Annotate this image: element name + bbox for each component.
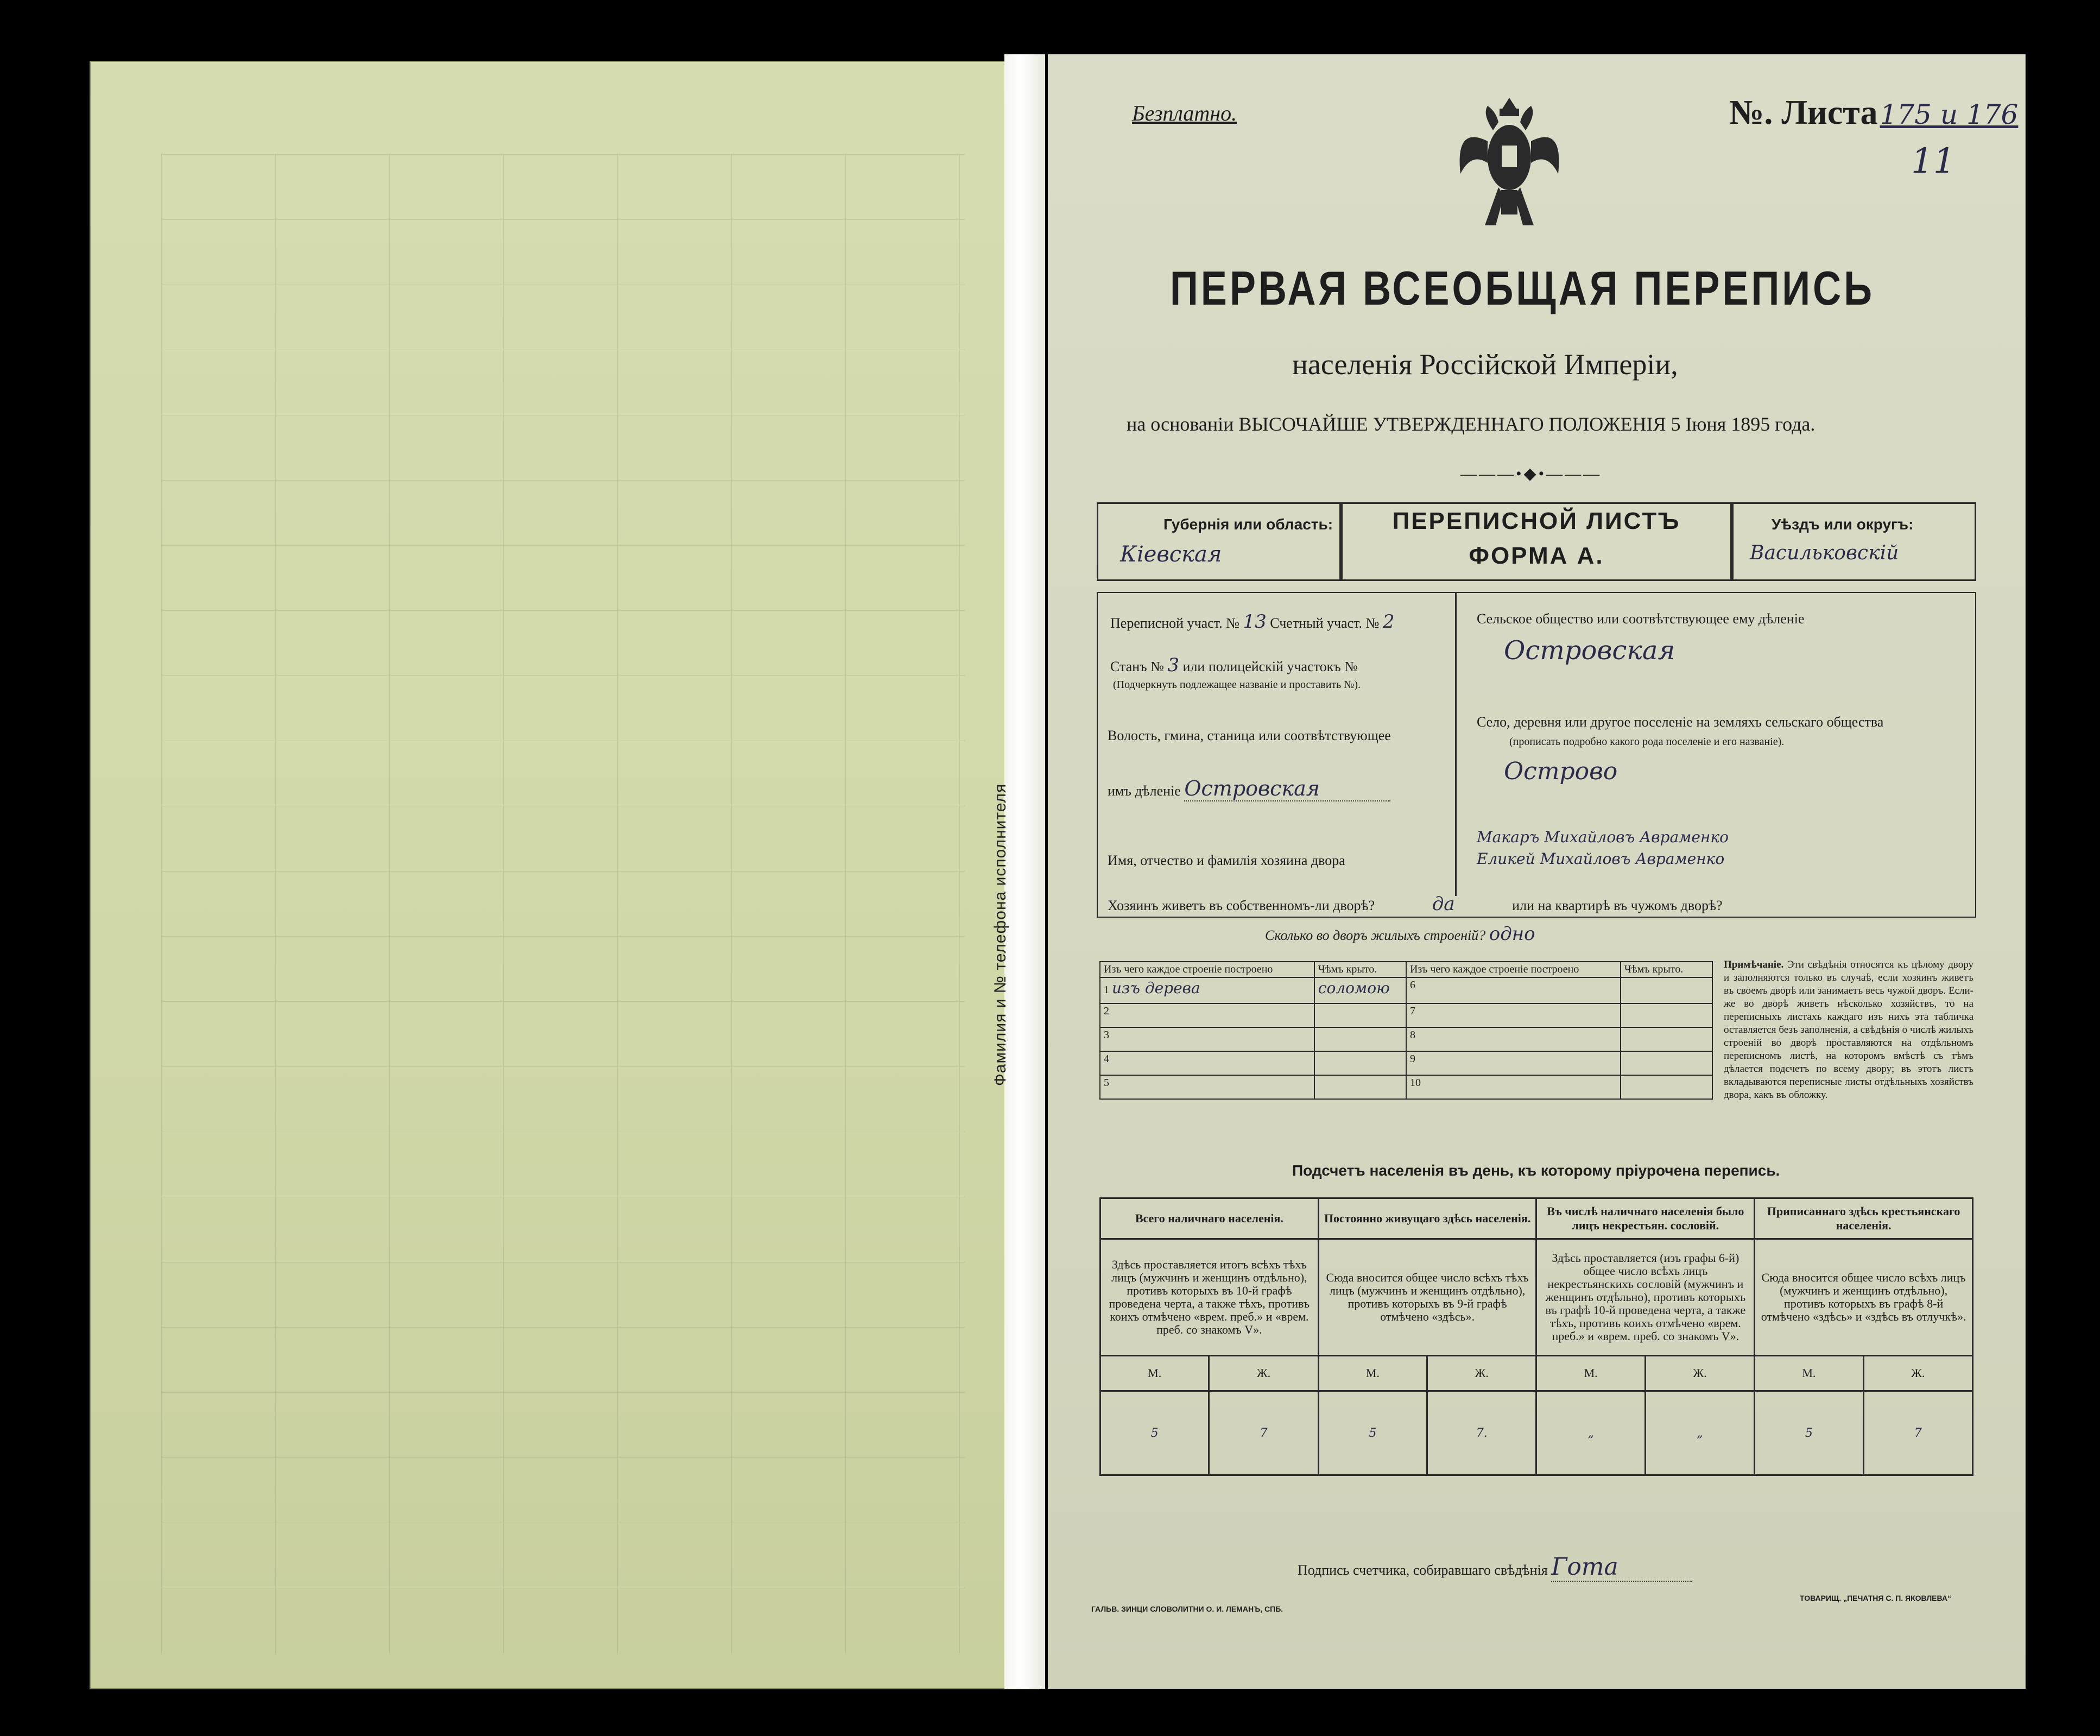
province-box [1097,502,1341,581]
nonpeasant-male: „ [1536,1391,1645,1475]
signature-field [1298,1553,1692,1582]
buildings-table [1099,961,1713,1100]
female-label: Ж. [1209,1356,1318,1391]
col-nonpeasant-title: Въ числѣ наличнаго населенія было лицъ некрестьян. сословій. [1536,1198,1755,1239]
signature-value: Гота [1551,1553,1692,1582]
volost-field [1108,777,1390,801]
form-type-line2: ФОРМА А. [1469,542,1604,569]
row-number: 3 [1104,1029,1109,1041]
female-label: Ж. [1427,1356,1536,1391]
owner-label: Имя, отчество и фамилія хозяина двора [1108,853,1345,868]
col-permanent-title: Постоянно живущаго здѣсь населенія. [1318,1198,1536,1239]
stan-label: Станъ № [1110,659,1164,674]
society-label: Сельское общество или соотвѣтствующее ему дѣленіе [1477,611,1805,627]
signature-label: Подпись счетчика, собиравшаго свѣдѣнія [1298,1562,1548,1578]
village-label: Село, деревня или другое поселеніе на земляхъ сельскаго общества [1477,714,1884,730]
nonpeasant-female: „ [1645,1391,1754,1475]
population-titles [1100,1198,1973,1239]
row-number: 10 [1409,1077,1421,1089]
district-box [1732,502,1976,581]
volost-label-2: имъ дѣленіе [1108,783,1181,799]
permanent-male: 5 [1318,1391,1427,1475]
province-value: Кіевская [1120,542,1222,567]
total-male: 5 [1100,1391,1209,1475]
form-subtitle: населенія Россійской Имперіи, [1292,348,1678,381]
note-block [1724,958,1974,1102]
residence-label: Хозяинъ живетъ въ собственномъ-ли дворѣ? [1108,898,1375,913]
census-section-value: 13 [1243,611,1267,633]
material-value: изъ дерева [1112,979,1200,997]
table-row [1100,1003,1712,1027]
village-note: (прописать подробно какого рода поселеніе и его названіе). [1509,736,1785,748]
population-values [1100,1391,1973,1475]
material-header-2: Изъ чего каждое строеніе построено [1406,962,1621,977]
male-label: М. [1318,1356,1427,1391]
roof-header: Чѣмъ крыто. [1314,962,1406,977]
table-row [1100,1075,1712,1099]
buildings-field [1265,923,1535,945]
row-number: 7 [1409,1005,1415,1017]
male-label: М. [1100,1356,1209,1391]
stan-value: 3 [1167,654,1180,676]
roof-value: соломою [1318,979,1390,997]
peasant-female: 7 [1863,1391,1972,1475]
binder-label: Фамилия и № телефона исполнителя [991,783,1009,1086]
table-row [1100,977,1712,1003]
note-text: Эти свѣдѣнія относятся къ цѣлому двору и заполняются только въ случаѣ, если хозяинъ живетъ въ своемъ дворѣ или занимаетъ весь чужой дворъ. Если-же во дворѣ живетъ нѣсколько хозяйствъ, то на переписныхъ листахъ каждаго изъ нихъ эта табличка оставляется безъ заполненія, а свѣдѣнія о числѣ жилыхъ строеній во дворѣ проставляются на отдѣльномъ переписномъ листѣ, на которомъ вмѣстѣ съ тѣмъ дѣлается подсчетъ по всему двору; въ этотъ листъ вкладываются переписные листы отдѣльныхъ хозяйствъ двора, какъ въ обложку. [1724,959,1974,1101]
row-number: 2 [1104,1005,1109,1017]
census-section-label: Переписной участ. № [1110,615,1239,631]
col-total-desc: Здѣсь проставляется итогъ всѣхъ тѣхъ лицъ (мужчинъ и женщинъ отдѣльно), противъ которыхъ въ 10-й графѣ проведена черта, а также тѣхъ, противъ коихъ отмѣчено «врем. преб.» и «врем. преб. со знакомъ V». [1100,1239,1319,1356]
fields-divider [1455,592,1457,896]
sheet-number-2: 11 [1911,141,1956,181]
form-type-box [1341,502,1732,581]
bleed-through-grid [161,154,965,1653]
residence-value: да [1432,893,1455,915]
count-section-label: Счетный участ. № [1270,615,1380,631]
rent-label: или на квартирѣ въ чужомъ дворѣ? [1512,898,1723,913]
note-title: Примѣчаніе. [1724,959,1784,970]
form-title: ПЕРВАЯ ВСЕОБЩАЯ ПЕРЕПИСЬ [1170,261,1875,315]
underline-note: (Подчеркнуть подлежащее названіе и проставить №). [1113,679,1361,691]
population-table [1099,1197,1974,1476]
double-headed-eagle-emblem [1450,92,1569,233]
permanent-female: 7. [1427,1391,1536,1475]
count-section-value: 2 [1382,611,1395,633]
row-number: 6 [1409,979,1415,991]
buildings-table-head [1100,962,1712,977]
volost-label-1: Волость, гмина, станица или соотвѣтствующее [1108,728,1391,743]
population-heading: Подсчетъ населенія въ день, къ которому пріурочена перепись. [1292,1162,1780,1179]
residence-field [1108,893,1723,915]
row-number: 8 [1409,1029,1415,1041]
row-number: 9 [1409,1053,1415,1065]
sheet-label: №. Листа [1729,93,1878,131]
population-sex-labels [1100,1356,1973,1391]
printer-left: ГАЛЬВ. ЗИНЦИ СЛОВОЛИТНИ О. И. ЛЕМАНЪ, СПБ. [1091,1605,1283,1613]
form-type-line1: ПЕРЕПИСНОЙ ЛИСТЪ [1392,508,1681,534]
province-label: Губернія или область: [1163,516,1333,533]
form-legal-basis: на основаніи ВЫСОЧАЙШЕ УТВЕРЖДЕННАГО ПОЛОЖЕНІЯ 5 Іюня 1895 года. [1127,413,1816,435]
row-number: 4 [1104,1053,1109,1065]
free-label: Безплатно. [1132,101,1237,125]
buildings-label: Сколько во дворъ жилыхъ строеній? [1265,927,1486,943]
total-female: 7 [1209,1391,1318,1475]
col-nonpeasant-desc: Здѣсь проставляется (изъ графы 6-й) общее число всѣхъ лицъ некрестьянскихъ сословій (мужчинъ и женщинъ отдѣльно), противъ которыхъ въ графѣ 10-й проведена черта, а также тѣхъ, противъ коихъ отмѣчено «врем. преб.» и «врем. преб. со знакомъ V». [1536,1239,1755,1356]
owner-value-2: Еликей Михайловъ Авраменко [1477,850,1725,868]
sheet-number-block [1729,92,2018,132]
buildings-value: одно [1489,923,1535,945]
district-value: Васильковскій [1750,542,1899,564]
table-row [1100,1027,1712,1051]
male-label: М. [1755,1356,1863,1391]
table-row [1100,1051,1712,1075]
col-total-title: Всего наличнаго населенія. [1100,1198,1319,1239]
census-section-field [1110,611,1395,633]
ornament-divider: ———•◆•——— [1460,465,1602,483]
row-number: 1 [1104,984,1109,996]
male-label: М. [1536,1356,1645,1391]
population-descriptions [1100,1239,1973,1356]
peasant-male: 5 [1755,1391,1863,1475]
owner-value-1: Макаръ Михайловъ Авраменко [1477,828,1729,846]
society-value: Островская [1504,635,1675,666]
volost-value: Островская [1184,777,1390,801]
census-form-page [1048,54,2026,1689]
village-value: Острово [1504,757,1618,785]
col-peasant-title: Приписаннаго здѣсь крестьянскаго населенія. [1755,1198,1973,1239]
female-label: Ж. [1645,1356,1754,1391]
material-header: Изъ чего каждое строеніе построено [1100,962,1314,977]
police-label: или полицейскій участокъ № [1182,659,1358,674]
col-permanent-desc: Сюда вносится общее число всѣхъ тѣхъ лицъ (мужчинъ и женщинъ отдѣльно), противъ которыхъ въ 9-й графѣ отмѣчено «здѣсь». [1318,1239,1536,1356]
printer-right: ТОВАРИЩ. „ПЕЧАТНЯ С. П. ЯКОВЛЕВА“ [1800,1594,1952,1602]
sheet-number: 175 и 176 [1880,99,2019,130]
district-label: Уѣздъ или округъ: [1772,516,1914,533]
left-page [90,61,1039,1689]
row-number: 5 [1104,1077,1109,1089]
roof-header-2: Чѣмъ крыто. [1621,962,1712,977]
col-peasant-desc: Сюда вносится общее число всѣхъ лицъ (мужчинъ и женщинъ отдѣльно), противъ которыхъ въ графѣ 8-й отмѣчено «здѣсь» и «здѣсь въ отлучкѣ». [1755,1239,1973,1356]
stan-field [1110,654,1358,676]
female-label: Ж. [1863,1356,1972,1391]
